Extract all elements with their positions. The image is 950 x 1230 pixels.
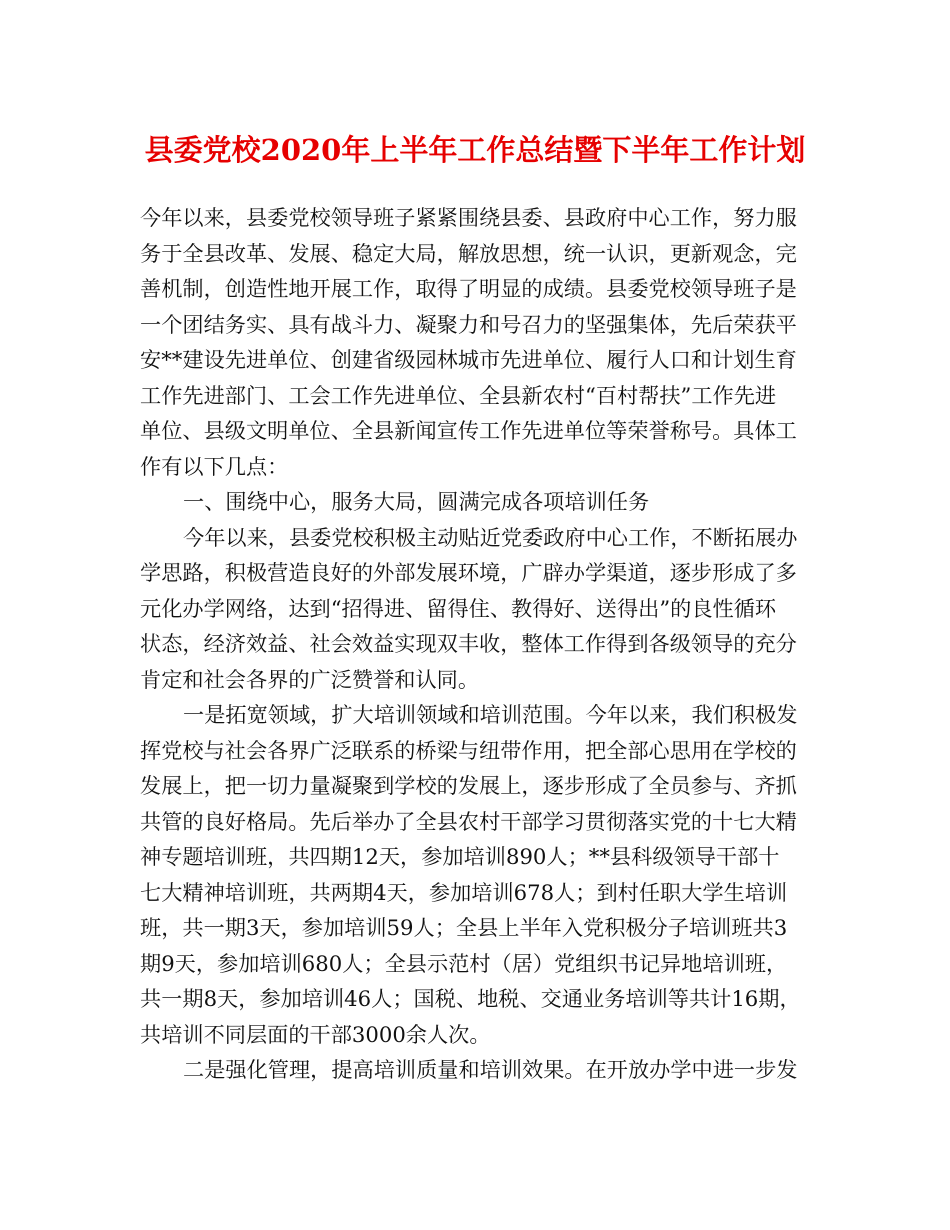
paragraph-line: 学思路，积极营造良好的外部发展环境，广辟办学渠道，逐步形成了多	[140, 560, 797, 585]
paragraph-line: 今年以来，县委党校积极主动贴近党委政府中心工作，不断拓展办	[183, 524, 798, 550]
paragraph-line: 一个团结务实、具有战斗力、凝聚力和号召力的坚强集体，先后荣获平	[140, 311, 797, 337]
paragraph-line: 单位、县级文明单位、全县新闻宣传工作先进单位等荣誉称号。具体工	[140, 418, 797, 443]
paragraph-line: 务于全县改革、发展、稳定大局，解放思想，统一认识，更新观念，完	[140, 240, 797, 266]
paragraph-line: 七大精神培训班，共两期4天，参加培训678人；到村任职大学生培训	[140, 879, 788, 905]
paragraph-line: 神专题培训班，共四期12天，参加培训890人；**县科级领导干部十	[140, 844, 780, 869]
paragraph-line: 作有以下几点：	[140, 453, 289, 479]
document-title: 县委党校2020年上半年工作总结暨下半年工作计划	[144, 133, 806, 167]
paragraph-line: 发展上，把一切力量凝聚到学校的发展上，逐步形成了全员参与、齐抓	[140, 773, 797, 798]
paragraph-line: 一是拓宽领域，扩大培训领域和培训范围。今年以来，我们积极发	[183, 702, 798, 727]
paragraph-line: 共管的良好格局。先后举办了全县农村干部学习贯彻落实党的十七大精	[140, 808, 797, 834]
paragraph-line: 二是强化管理，提高培训质量和培训效果。在开放办学中进一步发	[183, 1057, 798, 1082]
document-body	[140, 200, 830, 1088]
paragraph-line: 共一期8天，参加培训46人；国税、地税、交通业务培训等共计16期，	[140, 986, 801, 1011]
paragraph-line: 善机制，创造性地开展工作，取得了明显的成绩。县委党校领导班子是	[140, 276, 797, 301]
paragraph-line: 肯定和社会各界的广泛赞誉和认同。	[140, 666, 480, 692]
paragraph-line: 工作先进部门、工会工作先进单位、全县新农村“百村帮扶”工作先进	[140, 382, 777, 408]
section-heading: 一、围绕中心，服务大局，圆满完成各项培训任务	[183, 489, 650, 514]
paragraph-line: 今年以来，县委党校领导班子紧紧围绕县委、县政府中心工作，努力服	[140, 205, 797, 230]
paragraph-line: 安**建设先进单位、创建省级园林城市先进单位、履行人口和计划生育	[140, 347, 797, 372]
paragraph-line: 挥党校与社会各界广泛联系的桥梁与纽带作用，把全部心思用在学校的	[140, 737, 797, 763]
paragraph-line: 班，共一期3天，参加培训59人；全县上半年入党积极分子培训班共3	[140, 915, 788, 940]
paragraph-line: 元化办学网络，达到“招得进、留得住、教得好、送得出”的良性循环	[140, 595, 777, 621]
paragraph-line: 期9天，参加培训680人；全县示范村（居）党组织书记异地培训班，	[140, 950, 788, 976]
paragraph-line: 状态，经济效益、社会效益实现双丰收，整体工作得到各级领导的充分	[140, 631, 797, 656]
paragraph-line: 共培训不同层面的干部3000余人次。	[140, 1021, 491, 1047]
